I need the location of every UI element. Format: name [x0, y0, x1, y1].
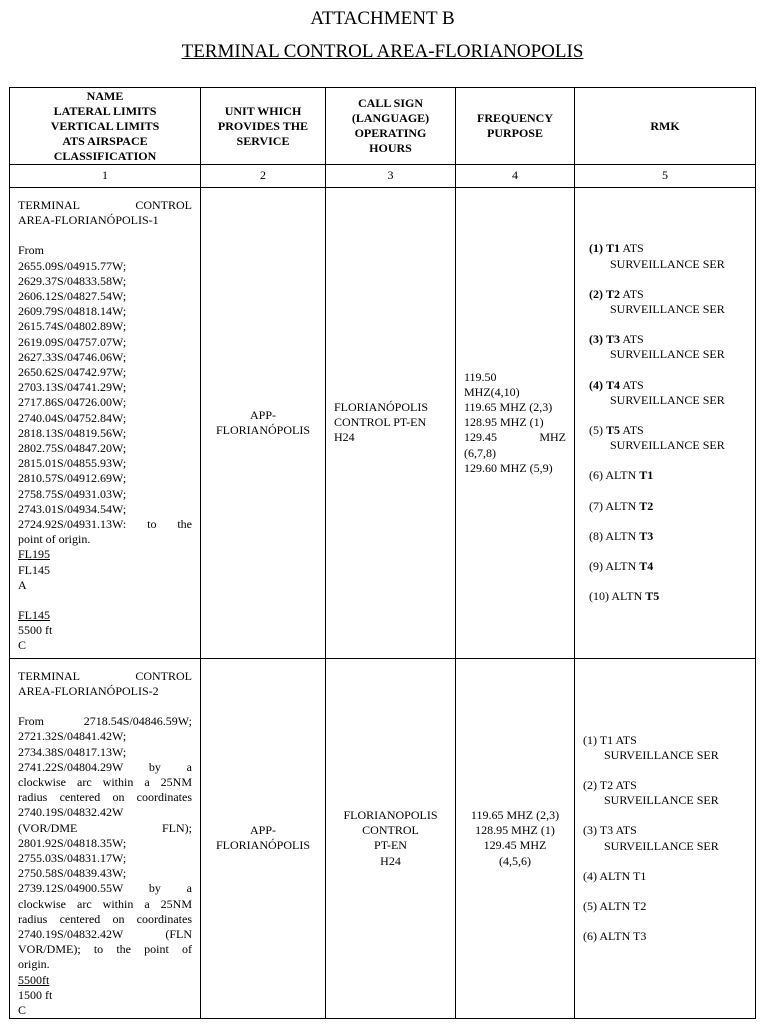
- remark-text: ALTN: [605, 468, 637, 483]
- remark-item: [589, 241, 755, 271]
- remark-code: T4: [606, 377, 621, 392]
- column-number-row: [10, 165, 756, 188]
- remark-item: [583, 733, 755, 763]
- remark-number: (2): [583, 777, 597, 792]
- coordinate: 2627.33S/04746.06W;: [18, 349, 127, 364]
- description-line: 2740.19S/04832.42W (FLN: [18, 926, 192, 941]
- column-number: 4: [456, 165, 575, 188]
- table-row: [10, 188, 756, 659]
- coordinate: 2703.13S/04741.29W;: [18, 380, 127, 395]
- remark-text: SURVEILLANCE SER: [610, 347, 725, 362]
- vertical-lower: 5500 ft: [18, 623, 53, 638]
- description-line: VOR/DME); to the point of: [18, 942, 192, 957]
- from-label: From: [18, 243, 45, 258]
- callsign-text: FLORIANOPOLIS: [343, 808, 438, 823]
- callsign-text: CONTROL PT-EN: [334, 415, 427, 430]
- callsign-cell: [326, 188, 456, 659]
- header-text: LATERAL LIMITS: [53, 103, 157, 118]
- description-line: clockwise arc within a 25NM: [18, 896, 192, 911]
- frequency-text: (6,7,8): [464, 445, 496, 460]
- coordinate: 2629.37S/04833.58W;: [18, 273, 127, 288]
- remark-text: T3 ATS: [599, 823, 637, 838]
- remark-text: ALTN T2: [599, 898, 647, 913]
- coordinate: 2815.01S/04855.93W;: [18, 456, 127, 471]
- remark-text: SURVEILLANCE SER: [610, 392, 725, 407]
- frequency-text: (4,5,6): [499, 853, 531, 868]
- remark-code: T3: [606, 332, 621, 347]
- remark-text: ATS: [622, 422, 644, 437]
- frequency-text: 129.60 MHZ (5,9): [464, 460, 553, 475]
- header-text: SERVICE: [236, 133, 290, 148]
- column-number: 3: [326, 165, 456, 188]
- remark-text: SURVEILLANCE SER: [604, 838, 719, 853]
- page-subtitle: TERMINAL CONTROL AREA-FLORIANOPOLIS: [181, 41, 584, 62]
- remark-text: ALTN T1: [599, 868, 647, 883]
- remark-number: (5): [583, 898, 597, 913]
- description-line: 2734.38S/04817.13W;: [18, 744, 127, 759]
- remarks-cell: [575, 658, 756, 1018]
- airspace-class: C: [18, 1002, 27, 1017]
- remark-text: SURVEILLANCE SER: [610, 256, 725, 271]
- unit-text: FLORIANÓPOLIS: [215, 422, 310, 437]
- header-text: CLASSIFICATION: [53, 148, 157, 163]
- frequency-cell: [456, 188, 575, 659]
- frequency-cell: [456, 658, 575, 1018]
- column-number: 1: [10, 165, 201, 188]
- remark-number: (1): [589, 241, 603, 256]
- remark-item: [589, 499, 755, 514]
- header-text: RMK: [650, 118, 680, 133]
- header-row: [10, 88, 756, 165]
- vertical-upper: 5500ft: [18, 972, 50, 987]
- remarks-cell: [575, 188, 756, 659]
- airspace-description: [10, 658, 201, 1018]
- header-text: ATS AIRSPACE: [62, 133, 148, 148]
- remark-text: SURVEILLANCE SER: [610, 438, 725, 453]
- remark-text: ALTN: [605, 528, 637, 543]
- coordinate: 2655.09S/04915.77W;: [18, 258, 127, 273]
- header-text: PURPOSE: [486, 126, 543, 140]
- remark-text: ALTN: [605, 498, 637, 513]
- remark-code: T2: [606, 286, 621, 301]
- coordinate: 2810.57S/04912.69W;: [18, 471, 127, 486]
- unit-text: APP-: [249, 823, 276, 838]
- remark-number: (3): [583, 823, 597, 838]
- remark-code: T5: [645, 589, 660, 604]
- remark-text: ATS: [622, 332, 644, 347]
- remark-text: ALTN: [605, 558, 637, 573]
- remark-code: T5: [606, 422, 621, 437]
- callsign-cell: [326, 658, 456, 1018]
- header-col-1: [10, 88, 201, 165]
- description-line: 2801.92S/04818.35W;: [18, 835, 127, 850]
- column-number: 2: [201, 165, 326, 188]
- description-line: 2721.32S/04841.42W;: [18, 729, 127, 744]
- description-line: clockwise arc within a 25NM: [18, 774, 192, 789]
- remark-text: ALTN T3: [599, 929, 647, 944]
- remark-text: ALTN: [611, 589, 643, 604]
- remark-number: (5): [589, 422, 603, 437]
- frequency-text: MHZ(4,10): [464, 384, 520, 399]
- remark-number: (7): [589, 498, 603, 513]
- description-line: From 2718.54S/04846.59W;: [18, 714, 192, 729]
- description-line: 2740.19S/04832.42W: [18, 805, 124, 820]
- remark-number: (3): [589, 332, 603, 347]
- remark-number: (6): [589, 468, 603, 483]
- remark-item: [589, 468, 755, 483]
- vertical-lower: FL145: [18, 562, 51, 577]
- description-line: origin.: [18, 957, 50, 972]
- airspace-class: A: [18, 577, 27, 592]
- header-text: VERTICAL LIMITS: [50, 118, 160, 133]
- remark-code: T3: [639, 528, 654, 543]
- frequency-text: 128.95 MHZ (1): [464, 415, 544, 430]
- remark-number: (9): [589, 558, 603, 573]
- remark-item: [589, 378, 755, 408]
- vertical-upper: FL195: [18, 547, 51, 562]
- callsign-text: H24: [380, 853, 401, 868]
- remark-number: (8): [589, 528, 603, 543]
- airspace-table: [9, 87, 756, 1019]
- remark-number: (10): [589, 589, 609, 604]
- unit-cell: [201, 188, 326, 659]
- remark-text: SURVEILLANCE SER: [610, 301, 725, 316]
- area-name: AREA-FLORIANÓPOLIS-1: [18, 213, 159, 228]
- frequency-text: 119.65 MHZ (2,3): [464, 400, 553, 415]
- unit-text: APP-: [249, 407, 276, 422]
- origin-text: point of origin.: [18, 532, 91, 547]
- remark-item: [583, 899, 755, 914]
- header-col-4: [456, 88, 575, 165]
- callsign-text: CONTROL: [362, 823, 419, 838]
- remark-text: SURVEILLANCE SER: [604, 747, 719, 762]
- coordinate: 2615.74S/04802.89W;: [18, 319, 127, 334]
- callsign-text: H24: [334, 430, 355, 445]
- coordinate: 2717.86S/04726.00W;: [18, 395, 127, 410]
- remark-text: T1 ATS: [599, 732, 637, 747]
- coordinate: 2650.62S/04742.97W;: [18, 365, 127, 380]
- description-line: radius centered on coordinates: [18, 790, 192, 805]
- remark-number: (1): [583, 732, 597, 747]
- description-line: 2750.58S/04839.43W;: [18, 866, 127, 881]
- callsign-text: PT-EN: [374, 838, 407, 853]
- frequency-text: 128.95 MHZ (1): [475, 823, 555, 838]
- header-text: NAME: [86, 88, 124, 103]
- page-title: ATTACHMENT B: [310, 8, 455, 29]
- header-col-5: [575, 88, 756, 165]
- remark-item: [589, 589, 755, 604]
- coordinate: 2609.79S/04818.14W;: [18, 304, 127, 319]
- remark-item: [589, 332, 755, 362]
- remark-text: SURVEILLANCE SER: [604, 793, 719, 808]
- unit-text: FLORIANÓPOLIS: [215, 838, 310, 853]
- header-col-3: [326, 88, 456, 165]
- remark-text: ATS: [622, 377, 644, 392]
- remark-item: [589, 287, 755, 317]
- airspace-description: [10, 188, 201, 659]
- remark-item: [589, 423, 755, 453]
- header-text: OPERATING: [354, 126, 427, 140]
- frequency-text: 119.50: [464, 369, 497, 384]
- remark-item: [583, 823, 755, 853]
- coordinate: 2606.12S/04827.54W;: [18, 289, 127, 304]
- remark-item: [583, 778, 755, 808]
- remark-code: T1: [606, 241, 621, 256]
- remark-item: [583, 929, 755, 944]
- vertical-lower: 1500 ft: [18, 987, 53, 1002]
- header-text: (LANGUAGE): [351, 111, 430, 125]
- remark-number: (4): [589, 377, 603, 392]
- coordinate: 2743.01S/04934.54W;: [18, 501, 127, 516]
- header-text: HOURS: [369, 141, 412, 155]
- column-number: 5: [575, 165, 756, 188]
- area-name: TERMINAL CONTROL: [18, 668, 192, 683]
- remark-text: ATS: [622, 286, 644, 301]
- header-text: FREQUENCY: [476, 111, 553, 125]
- coordinate: 2758.75S/04931.03W;: [18, 486, 127, 501]
- remark-item: [589, 529, 755, 544]
- unit-cell: [201, 658, 326, 1018]
- frequency-text: 129.45 MHZ: [483, 838, 547, 853]
- remark-text: ATS: [622, 241, 644, 256]
- description-line: 2755.03S/04831.17W;: [18, 850, 127, 865]
- header-col-2: [201, 88, 326, 165]
- description-line: radius centered on coordinates: [18, 911, 192, 926]
- remark-item: [583, 869, 755, 884]
- remark-number: (4): [583, 868, 597, 883]
- coordinate: 2619.09S/04757.07W;: [18, 334, 127, 349]
- remark-code: T2: [639, 498, 654, 513]
- header-text: PROVIDES THE: [217, 118, 309, 133]
- remark-code: T4: [639, 558, 654, 573]
- coordinate: 2740.04S/04752.84W;: [18, 410, 127, 425]
- coordinate: 2818.13S/04819.56W;: [18, 425, 127, 440]
- vertical-upper: FL145: [18, 608, 51, 623]
- remark-number: (2): [589, 286, 603, 301]
- coordinate: 2802.75S/04847.20W;: [18, 441, 127, 456]
- header-text: CALL SIGN: [357, 96, 424, 110]
- callsign-text: FLORIANÓPOLIS: [334, 400, 429, 415]
- remark-item: [589, 559, 755, 574]
- area-name: TERMINAL CONTROL: [18, 198, 192, 212]
- airspace-class: C: [18, 638, 27, 653]
- description-line: 2739.12S/04900.55W by a: [18, 881, 192, 896]
- frequency-text: 129.45 MHZ: [464, 430, 566, 445]
- coordinate: 2724.92S/04931.13W: to the: [18, 517, 192, 532]
- area-name: AREA-FLORIANÓPOLIS-2: [18, 683, 159, 698]
- description-line: 2741.22S/04804.29W by a: [18, 759, 192, 774]
- frequency-text: 119.65 MHZ (2,3): [470, 808, 560, 823]
- remark-text: T2 ATS: [599, 777, 637, 792]
- table-row: [10, 658, 756, 1018]
- remark-code: T1: [639, 468, 654, 483]
- description-line: (VOR/DME FLN);: [18, 820, 192, 835]
- remark-number: (6): [583, 929, 597, 944]
- header-text: UNIT WHICH: [224, 103, 302, 118]
